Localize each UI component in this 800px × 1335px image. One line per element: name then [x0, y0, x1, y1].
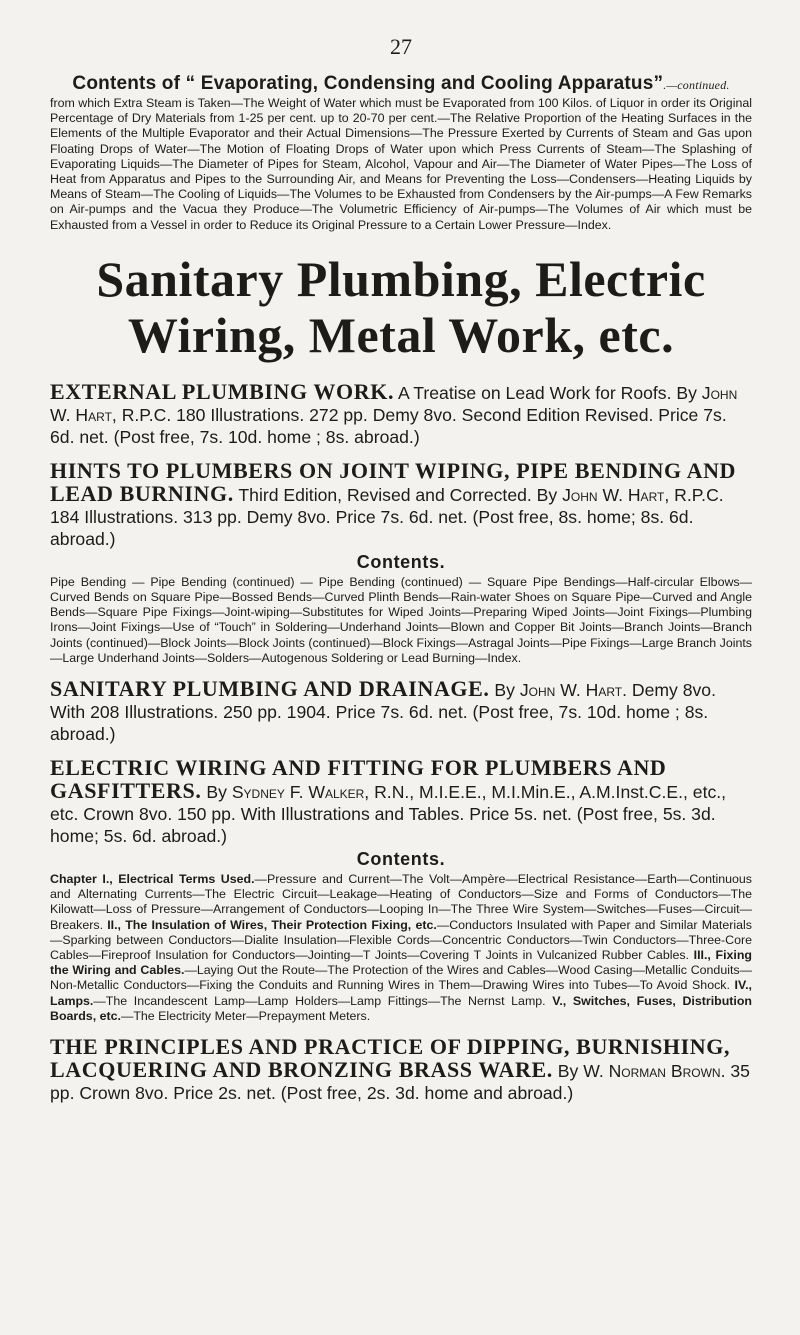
book-author: Sydney F. Walker, [231, 782, 370, 803]
chapter-text: —The Electricity Meter—Prepayment Meters. [120, 1008, 371, 1023]
page [50, 34, 752, 1116]
book-title: SANITARY PLUMBING AND DRAINAGE. [50, 676, 490, 702]
book-author: John W. Hart, [50, 382, 738, 425]
electric-contents-text [50, 872, 752, 1024]
chapter-text: —The Incandescent Lamp—Lamp Holders—Lamp Fittings—The Nernst Lamp. [93, 993, 553, 1008]
chapter-heading: V., Switches, Fuses, Distribution Boards, etc. [50, 993, 752, 1023]
book-desc-pre: A Treatise on Lead Work for Roofs. By [397, 382, 697, 403]
book-title: EXTERNAL PLUMBING WORK. [50, 378, 395, 404]
continued-label: .—continued. [663, 78, 730, 92]
book-desc-post: Demy 8vo. With 208 Illustrations. 250 pp. 1904. Price 7s. 6d. net. (Post free, 7s. 10d. home ; 8s. abroad.) [50, 680, 716, 745]
book-desc-post: 35 pp. Crown 8vo. Price 2s. net. (Post free, 2s. 3d. home and abroad.) [50, 1061, 750, 1104]
chapter-text: —Conductors Insulated with Paper and Similar Materials—Sparking between Conductors—Dialite Insulation—Flexible Cords—Concentric Conductors—Twin Conductors—Three-Core Cables—Fireproof Insulation for Conductors—Jointing—T Joints—Covering T Joints in Vulcanized Rubber Cables. [50, 917, 752, 963]
book-entry-external-plumbing [50, 378, 752, 448]
book-desc-pre: By [557, 1061, 579, 1082]
book-desc-pre: By [206, 782, 227, 803]
book-author: John W. Hart. [519, 680, 627, 701]
chapter-heading: III., Fixing the Wiring and Cables. [50, 948, 752, 978]
book-desc-post: R.N., M.I.E.E., M.I.Min.E., A.M.Inst.C.E., etc., etc. Crown 8vo. 150 pp. With Illustrations and Tables. Price 5s. net. (Post free, 5s. 3d. home; 5s. 6d. abroad.) [50, 782, 727, 847]
book-author: W. Norman Brown. [583, 1061, 726, 1082]
book-desc-post: R.P.C. 184 Illustrations. 313 pp. Demy 8vo. Price 7s. 6d. net. (Post free, 8s. home; 8s. 6d. abroad.) [50, 484, 724, 549]
chapter-heading: IV., Lamps. [50, 978, 752, 1008]
book-entry-hints-to-plumbers [50, 457, 752, 550]
contents-label: Contents. [356, 551, 446, 572]
book-title: ELECTRIC WIRING AND FITTING FOR PLUMBERS AND GASFITTERS. [50, 755, 667, 804]
chapter-text: —Pressure and Current—The Volt—Ampère—Electrical Resistance—Earth—Continuous and Alternating Currents—The Electric Circuit—Leakage—Heating of Conductors—Size and Forms of Conductors—The Kilowatt—Loss of Pressure—Arrangement of Conductors—Looping In—The Three Wire System—Switches—Fuses—Circuit—Breakers. [50, 872, 753, 932]
continued-heading [50, 74, 752, 95]
page-number: 27 [390, 34, 412, 59]
hints-contents-text: Pipe Bending — Pipe Bending (continued) — Pipe Bending (continued) — Square Pipe Bendings—Half-circular Elbows—Curved Bends on Square Pipe—Bossed Bends—Curved Plinth Bends—Rain-water Shoes on Square Pipe—Curved and Angle Bends—Square Pipe Fixings—Joint-wiping—Substitutes for Wiped Joints—Preparing Wiped Joints—Joint Fixings—Plumbing Irons—Joint Fixings—Use of “Touch” in Soldering—Underhand Joints—Blown and Copper Bit Joints—Branch Joints—Branch Joints (continued)—Block Joints—Block Joints (continued)—Block Fixings—Astragal Joints—Pipe Fixings—Large Branch Joints—Large Underhand Joints—Solders—Autogenous Soldering or Lead Burning—Index. [50, 574, 752, 665]
book-entry-electric-wiring [50, 757, 752, 847]
chapter-text: —Laying Out the Route—The Protection of the Wires and Cables—Wood Casing—Metallic Conduits—Non-Metallic Conductors—Fixing the Conduits and Running Wires in Them—Drawing Wires into Tubes—To Avoid Shock. [50, 963, 752, 993]
book-title: THE PRINCIPLES AND PRACTICE OF DIPPING, BURNISHING, LACQUERING AND BRONZING BRASS WARE. [50, 1034, 731, 1083]
book-title: HINTS TO PLUMBERS ON JOINT WIPING, PIPE BENDING AND LEAD BURNING. [50, 457, 737, 506]
contents-label: Contents. [356, 849, 446, 870]
section-title: Sanitary Plumbing, Electric Wiring, Metal Work, etc. [96, 250, 706, 363]
book-entry-sanitary-plumbing [50, 678, 752, 745]
book-entry-dipping-burnishing [50, 1036, 752, 1104]
chapter-heading: II., The Insulation of Wires, Their Protection Fixing, etc. [107, 917, 437, 932]
continued-heading-text: Contents of “ Evaporating, Condensing and Cooling Apparatus” [72, 73, 664, 94]
book-author: John W. Hart, [562, 484, 670, 505]
book-desc-pre: Third Edition, Revised and Corrected. By [238, 484, 558, 505]
book-desc-post: R.P.C. 180 Illustrations. 272 pp. Demy 8vo. Second Edition Revised. Price 7s. 6d. net. (Post free, 7s. 10d. home ; 8s. abroad.) [50, 404, 727, 447]
chapter-heading: Chapter I., Electrical Terms Used. [50, 872, 255, 887]
book-desc-pre: By [494, 680, 515, 701]
continued-contents-text: from which Extra Steam is Taken—The Weight of Water which must be Evaporated from 100 Kilos. of Liquor in order its Original Percentage of Dry Materials from 1-25 per cent. up to 20-70 per cent.—The Relative Proportion of the Heating Surfaces in the Elements of the Multiple Evaporator and their Actual Dimensions—The Pressure Exerted by Currents of Steam and Gas upon Floating Drops of Water—The Motion of Floating Drops of Water upon which Press Currents of Steam—The Splashing of Evaporating Liquids—The Diameter of Pipes for Steam, Alcohol, Vapour and Air—The Diameter of Water Pipes—The Loss of Heat from Apparatus and Pipes to the Surrounding Air, and Means for Preventing the Loss—Condensers—Heating Liquids by Means of Steam—The Cooling of Liquids—The Volumes to be Exhausted from Condensers by the Air-pumps—A Few Remarks on Air-pumps and the Vacua they Produce—The Volumetric Efficiency of Air-pumps—The Volumes of Air which must be Exhausted from a Vessel in order to Reduce its Original Pressure to a Certain Lower Pressure—Index. [50, 96, 752, 232]
